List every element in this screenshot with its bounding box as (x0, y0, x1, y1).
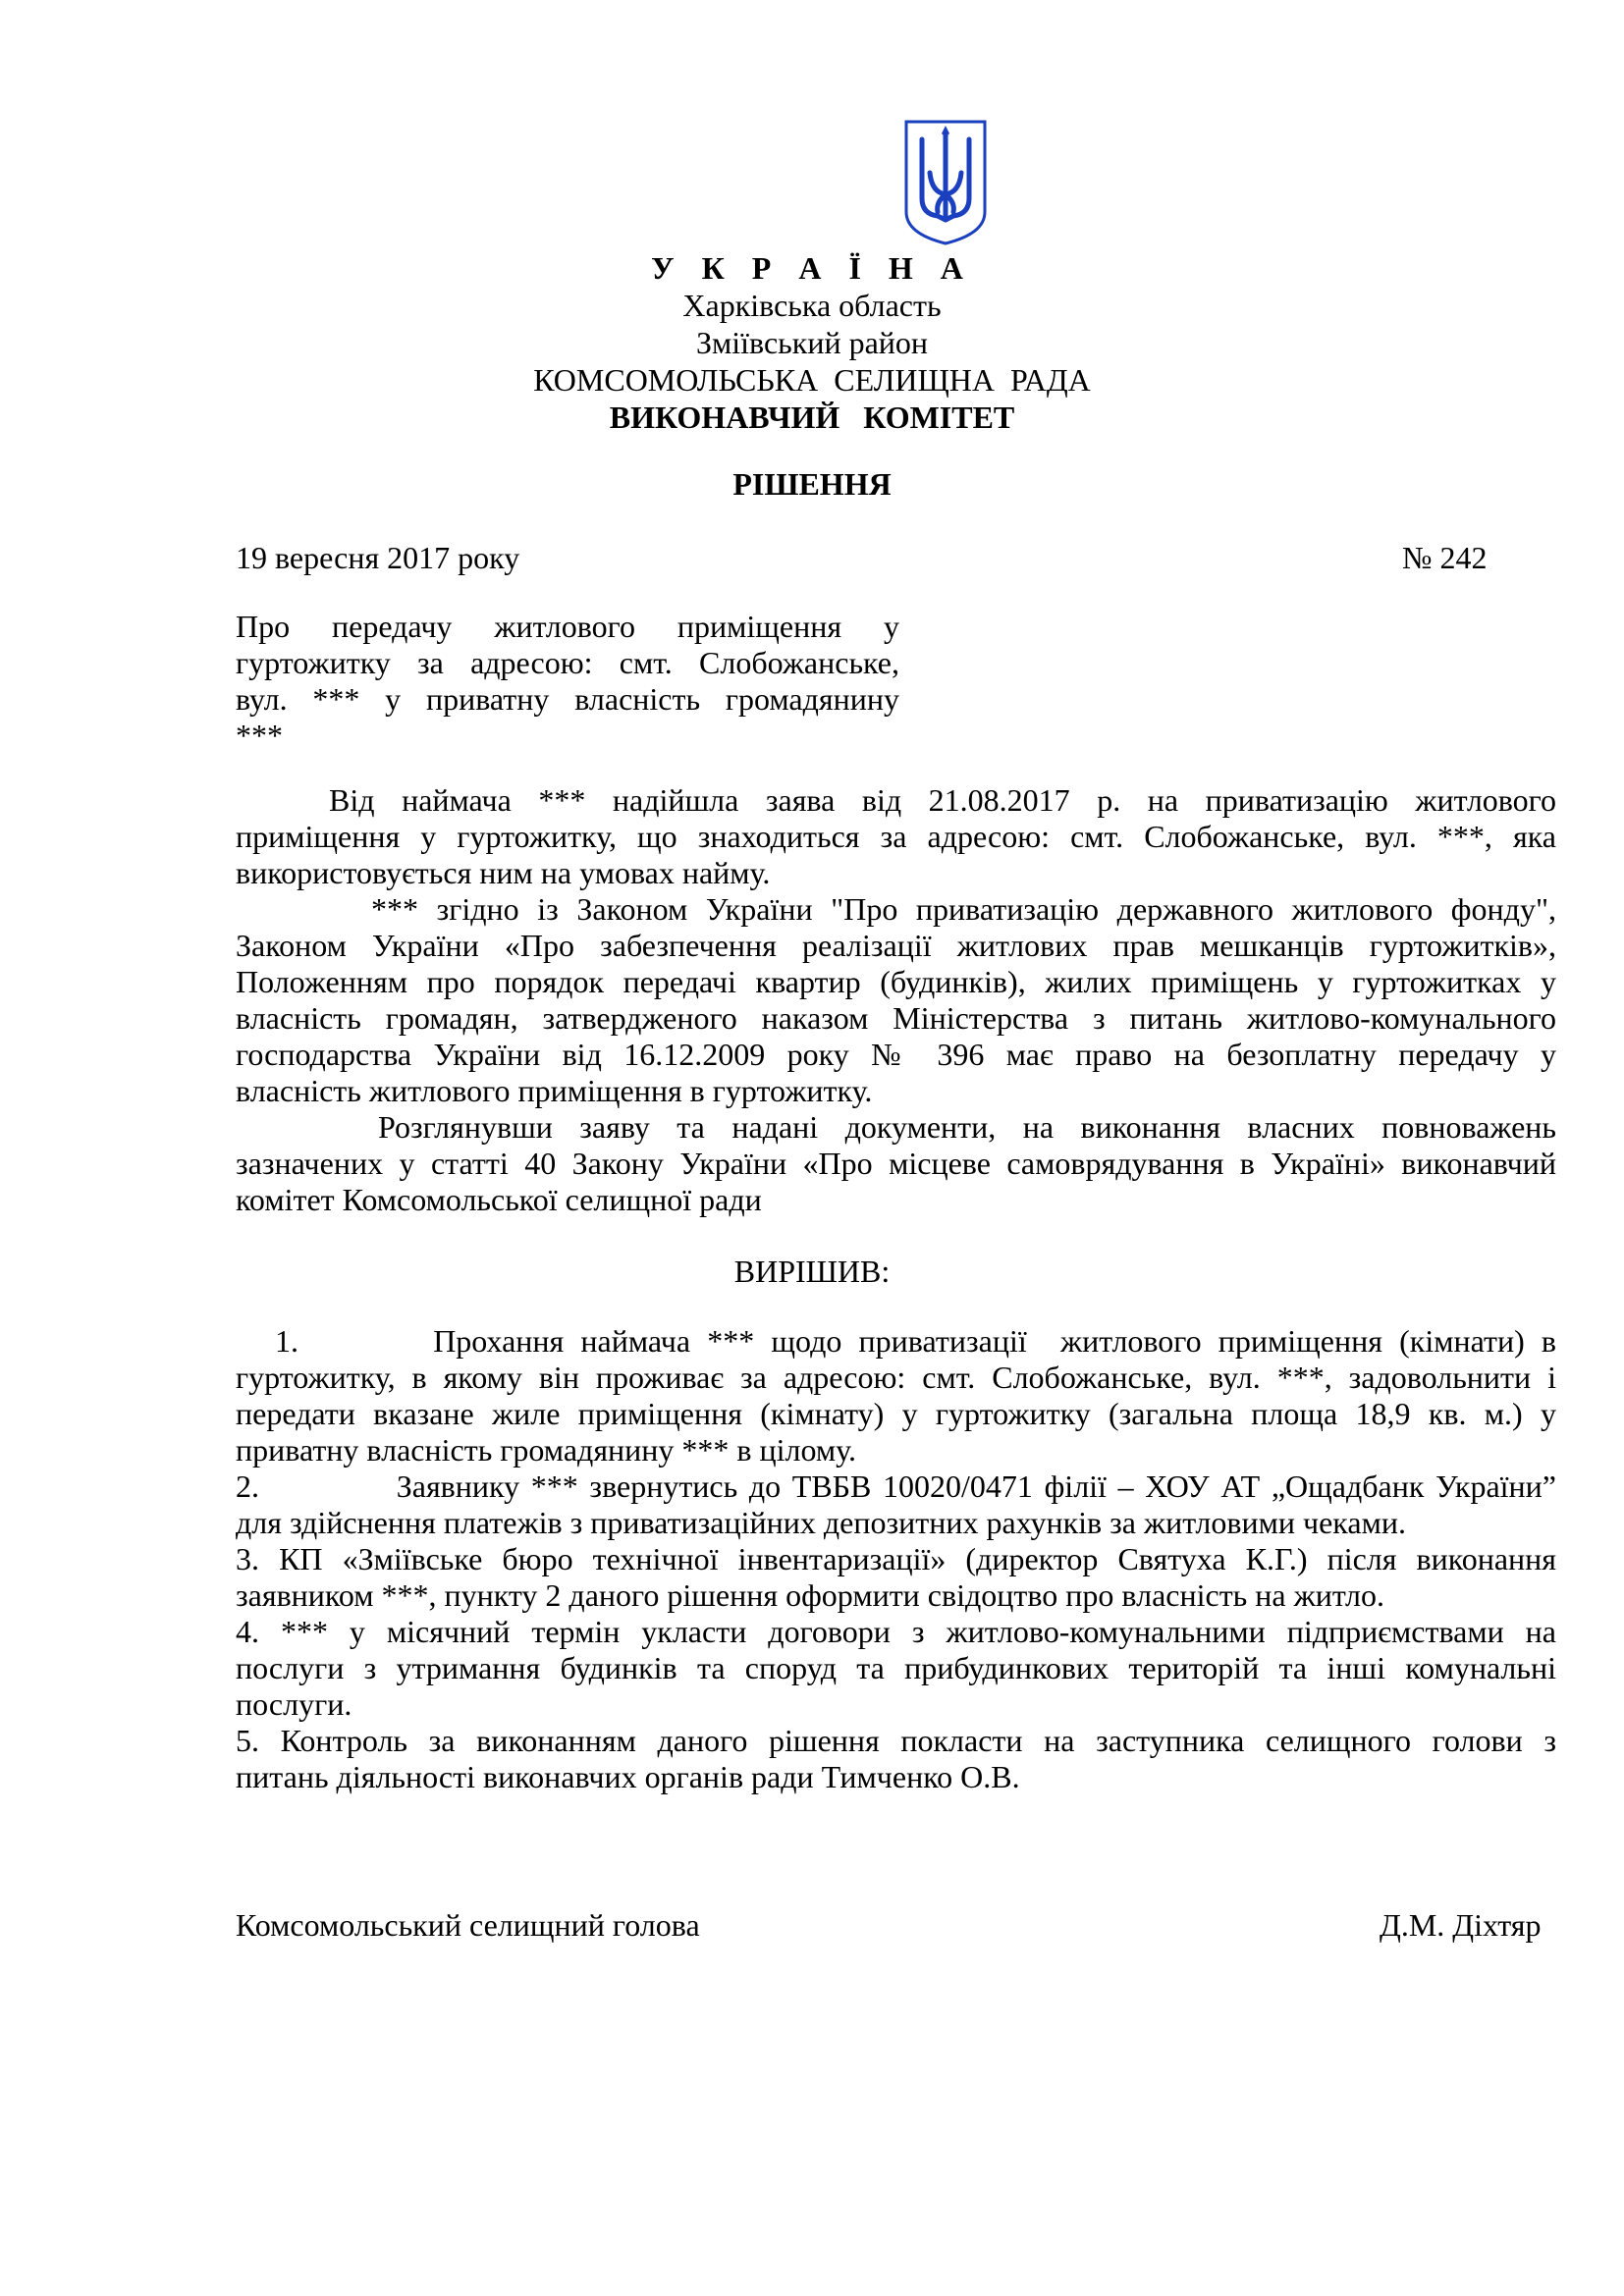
item-line: питань діяльності виконавчих органів ради Тимченко О.В. (236, 1759, 1020, 1794)
subject-line: *** (236, 718, 283, 753)
preamble-line: Положенням про порядок передачі квартир (будинків), жилих приміщень у гуртожитках у (236, 964, 1556, 999)
document-date: 19 вересня 2017 року (236, 540, 520, 575)
council-name: КОМСОМОЛЬСЬКА СЕЛИЩНА РАДА (533, 362, 1091, 398)
item-line: 5. Контроль за виконанням даного рішення покласти на заступника селищного голови з (236, 1723, 1556, 1758)
resolution-items (236, 1323, 1556, 1795)
preamble-line: власність громадян, затвердженого наказом Міністерства з питань житлово-комунального (236, 1000, 1556, 1036)
subject-line: Про передачу житлового приміщення у (236, 609, 899, 644)
item-line: 2. Заявнику *** звернутись до ТВБВ 10020/0471 філії – ХОУ АТ „Ощадбанк України” (236, 1468, 1556, 1504)
oblast-name: Харківська область (682, 288, 942, 323)
item-line: послуги. (236, 1686, 352, 1722)
signature-name: Д.М. Діхтяр (1380, 1907, 1542, 1943)
item-line: 1. Прохання наймача *** щодо приватизації житлового приміщення (кімнати) в (275, 1323, 1556, 1359)
preamble-line: комітет Комсомольської селищної ради (236, 1182, 762, 1217)
item-line: передати вказане жиле приміщення (кімнату) у гуртожитку (загальна площа 18,9 кв. м.) у (236, 1396, 1556, 1431)
signature-position: Комсомольський селищний голова (236, 1907, 700, 1943)
preamble (236, 782, 1556, 1218)
preamble-line: Розглянувши заяву та надані документи, на виконання власних повноважень (378, 1109, 1556, 1145)
item-line: гуртожитку, в якому він проживає за адресою: смт. Слобожанське, вул. ***, задовольнити і (236, 1360, 1556, 1395)
item-line: для здійснення платежів з приватизаційних депозитних рахунків за житловими чеками. (236, 1505, 1406, 1540)
preamble-line: господарства України від 16.12.2009 року № 396 має право на безоплатну передачу у (236, 1037, 1556, 1072)
preamble-line: власність житлового приміщення в гуртожитку. (236, 1073, 873, 1108)
subject-line: вул. *** у приватну власність громадянину (236, 681, 899, 717)
preamble-line: Законом України «Про забезпечення реалізації житлових прав мешканців гуртожитків», (236, 928, 1556, 963)
preamble-line: приміщення у гуртожитку, що знаходиться за адресою: смт. Слобожанське, вул. ***, яка (236, 819, 1556, 854)
item-line: 3. КП «Зміївське бюро технічної інвентаризації» (директор Святуха К.Г.) після виконання (236, 1541, 1556, 1576)
preamble-line: *** згідно із Законом України "Про приватизацію державного житлового фонду", (371, 891, 1556, 927)
item-line: послуги з утримання будинків та споруд та прибудинкових територій та інші комунальні (236, 1650, 1556, 1685)
coat-of-arms-icon (902, 118, 989, 247)
subject-line: гуртожитку за адресою: смт. Слобожанське, (236, 645, 899, 680)
document-number: № 242 (1402, 540, 1488, 575)
item-line: приватну власність громадянину *** в цілому. (236, 1432, 856, 1468)
document-subject (236, 609, 899, 754)
raion-name: Зміївський район (695, 325, 929, 360)
preamble-line: Від наймача *** надійшла заява від 21.08.2017 р. на приватизацію житлового (329, 782, 1556, 818)
preamble-line: використовується ним на умовах найму. (236, 855, 771, 890)
item-line: заявником ***, пункту 2 даного рішення оформити свідоцтво про власність на житло. (236, 1577, 1384, 1613)
country-name: У К Р А Ї Н А (651, 250, 973, 286)
item-line: 4. *** у місячний термін укласти договори з житлово-комунальними підприємствами на (236, 1614, 1556, 1649)
resolved-heading: ВИРІШИВ: (733, 1254, 891, 1289)
committee-name: ВИКОНАВЧИЙ КОМІТЕТ (609, 400, 1015, 435)
preamble-line: зазначених у статті 40 Закону України «Про місцеве самоврядування в Україні» виконавчий (236, 1146, 1556, 1181)
document-type: РІШЕННЯ (732, 466, 892, 502)
